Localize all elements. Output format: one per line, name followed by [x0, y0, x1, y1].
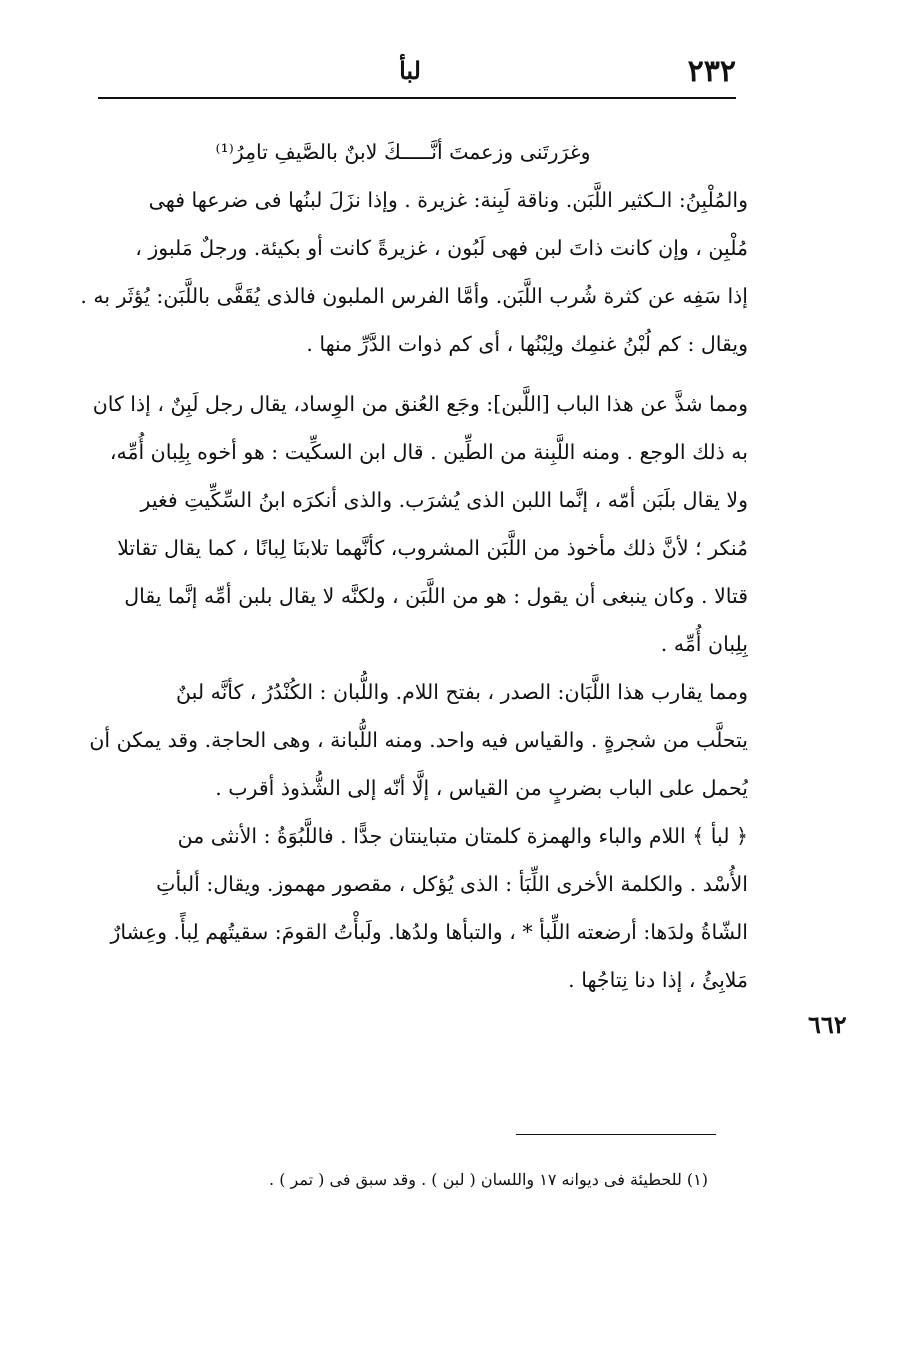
page-number: ٢٣٢ [687, 54, 736, 89]
text-line: إذا سَفِه عن كثرة شُرب اللَّبَن. وأمَّا الفرس الملبون فالذى يُقَفَّى باللَّبَن: يُؤثَر به . [80, 284, 748, 308]
text-line: الأُسْد . والكلمة الأخرى اللِّبَأ : الذى يُؤكل ، مقصور مهموز. ويقال: ألبأتِ [156, 872, 748, 896]
text-line: مَلابِئُ ، إذا دنا نِتاجُها . [568, 968, 748, 992]
header-rule [98, 97, 736, 99]
text-line: الشّاةُ ولدَها: أرضعته اللِّبأ * ، والتبأها ولدُها. ولَبأْتُ القومَ: سقيتُهم لِبأً. وعِشارٌ [110, 920, 748, 944]
body-text [58, 128, 748, 1004]
text-line: ولا يقال بلَبَن أمّه ، إنَّما اللبن الذى يُشرَب. والذى أنكرَه ابنُ السِّكِّيتِ فغير [140, 488, 748, 512]
text-line: والمُلْبِنُ: الـكثير اللَّبَن. وناقة لَبِنة: غزيرة . وإذا نزَلَ لبنُها فى ضرعها فهى [148, 188, 748, 212]
running-head: لبأ [399, 56, 421, 85]
verse-line: وغرَرتَنى وزعمتَ أنَّـــــكَ لابنٌ بالصَّيفِ تامِرُ⁽¹⁾ [215, 140, 591, 164]
page-header [100, 52, 736, 92]
entry-line: ﴿ لبأ ﴾ اللام والباء والهمزة كلمتان متباينتان جدًّا . فاللَّبُوَةُ : الأنثى من [177, 824, 748, 848]
text-line: مُلْبِن ، وإن كانت ذاتَ لبن فهى لَبُون ، غزيرةً كانت أو بكيئة. ورجلٌ مَلبوز ، [135, 236, 748, 260]
text-line: به ذلك الوجع . ومنه اللَّبِنة من الطِّين . قال ابن السكِّيت : هو أخوه بِلِبان أُمِّه، [109, 440, 748, 464]
margin-number: ٦٦٢ [808, 1010, 847, 1039]
text-line: ويقال : كم لُبْنُ غنمِك ولِبْنُها ، أى كم ذوات الدَّرِّ منها . [306, 332, 748, 356]
text-line: قتالا . وكان ينبغى أن يقول : هو من اللَّبَن ، ولكنَّه لا يقال بلبن أمِّه إنَّما يقال [124, 584, 748, 608]
text-line: مُنكر ؛ لأنَّ ذلك مأخوذ من اللَّبَن المشروب، كأنَّهما تلابنَا لِبانًا ، كما يقال تقاتلا [117, 536, 748, 560]
text-line: بِلِبان أُمِّه . [660, 632, 748, 656]
text-line: يُحمل على الباب بضربٍ من القياس ، إلَّا أنّه إلى الشُّذوذ أقرب . [215, 776, 748, 800]
text-line: يتحلَّب من شجرةٍ . والقياس فيه واحد. ومنه اللُّبانة ، وهى الحاجة. وقد يمكن أن [89, 728, 748, 752]
footnote-rule [516, 1134, 716, 1135]
text-line: ومما شذَّ عن هذا الباب [اللَّبن]: وجَع العُنق من الوِساد، يقال رجل لَبِنٌ ، إذا كان [92, 392, 748, 416]
text-line: ومما يقارب هذا اللَّبَان: الصدر ، بفتح اللام. واللُّبان : الكُنْدُرُ ، كأنَّه لبنٌ [176, 680, 748, 704]
footnote: (١) للحطيئة فى ديوانه ١٧ واللسان ( لبن ) . وقد سبق فى ( تمر ) . [269, 1170, 708, 1189]
